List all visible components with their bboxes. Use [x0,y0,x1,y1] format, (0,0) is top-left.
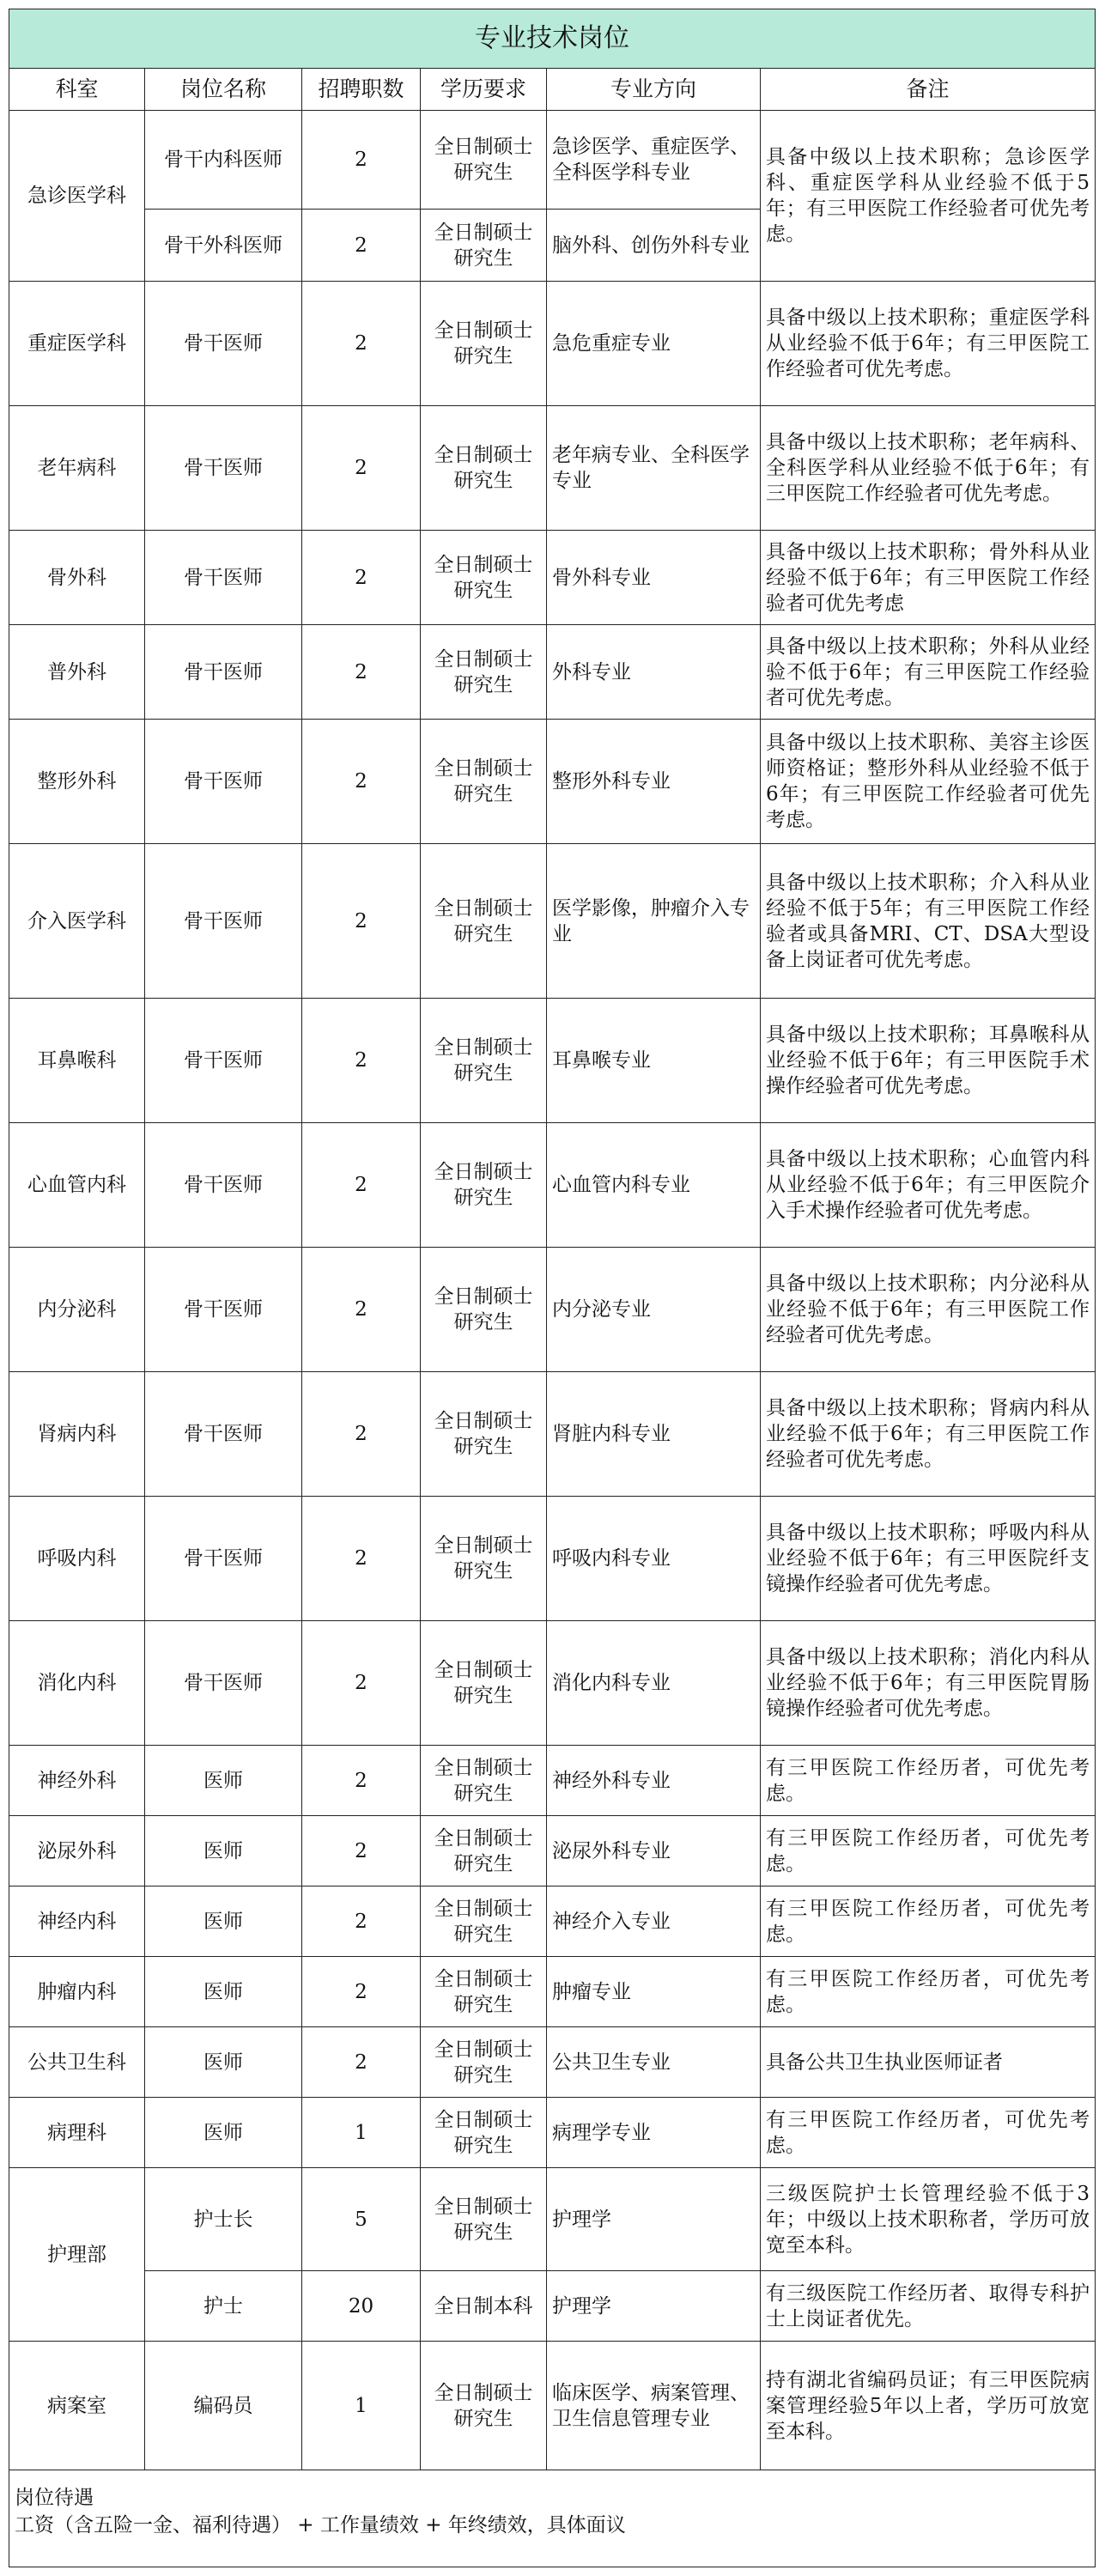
table-row [9,406,1096,531]
table-row [9,2168,1096,2271]
dept-cell: 病案室 [9,2342,145,2470]
major-cell: 呼吸内科专业 [547,1497,761,1621]
education-cell: 全日制硕士研究生 [421,1816,547,1886]
dept-cell: 耳鼻喉科 [9,999,145,1123]
count-cell: 2 [302,406,421,531]
table-row [9,282,1096,406]
count-cell: 2 [302,1816,421,1886]
dept-cell: 急诊医学科 [9,111,145,282]
major-cell: 医学影像，肿瘤介入专业 [547,844,761,999]
position-cell: 医师 [145,2098,302,2168]
table-row [9,720,1096,844]
dept-cell: 神经外科 [9,1746,145,1816]
count-cell: 2 [302,625,421,720]
note-cell: 具备中级以上技术职称；急诊医学科、重症医学科从业经验不低于5年；有三甲医院工作经验者可优先考虑。 [761,111,1096,282]
education-cell: 全日制硕士研究生 [421,999,547,1123]
recruitment-table-sheet [9,9,1095,2567]
note-cell: 具备中级以上技术职称；内分泌科从业经验不低于6年；有三甲医院工作经验者可优先考虑。 [761,1248,1096,1372]
note-cell: 具备中级以上技术职称；肾病内科从业经验不低于6年；有三甲医院工作经验者可优先考虑。 [761,1372,1096,1497]
position-cell: 编码员 [145,2342,302,2470]
count-cell: 2 [302,999,421,1123]
table-row [9,531,1096,625]
position-cell: 骨干医师 [145,282,302,406]
table-row [9,111,1096,210]
dept-cell: 介入医学科 [9,844,145,999]
position-cell: 骨干医师 [145,844,302,999]
header-note: 备注 [761,69,1096,111]
note-cell: 有三甲医院工作经历者，可优先考虑。 [761,1746,1096,1816]
count-cell: 2 [302,282,421,406]
education-cell: 全日制硕士研究生 [421,1372,547,1497]
note-cell: 具备中级以上技术职称；外科从业经验不低于6年；有三甲医院工作经验者可优先考虑。 [761,625,1096,720]
table-title: 专业技术岗位 [9,9,1096,69]
dept-cell: 骨外科 [9,531,145,625]
education-cell: 全日制硕士研究生 [421,210,547,282]
note-cell: 持有湖北省编码员证；有三甲医院病案管理经验5年以上者，学历可放宽至本科。 [761,2342,1096,2470]
note-cell: 具备中级以上技术职称；呼吸内科从业经验不低于6年；有三甲医院纤支镜操作经验者可优先考虑。 [761,1497,1096,1621]
education-cell: 全日制硕士研究生 [421,1248,547,1372]
count-cell: 2 [302,1746,421,1816]
position-cell: 骨干医师 [145,406,302,531]
note-cell: 有三级医院工作经历者、取得专科护士上岗证者优先。 [761,2271,1096,2342]
note-cell: 具备中级以上技术职称；耳鼻喉科从业经验不低于6年；有三甲医院手术操作经验者可优先考虑。 [761,999,1096,1123]
dept-cell: 肿瘤内科 [9,1957,145,2027]
count-cell: 2 [302,844,421,999]
position-cell: 骨干医师 [145,1123,302,1248]
count-cell: 5 [302,2168,421,2271]
major-cell: 病理学专业 [547,2098,761,2168]
header-position: 岗位名称 [145,69,302,111]
dept-cell: 普外科 [9,625,145,720]
table-row [9,1816,1096,1886]
count-cell: 2 [302,720,421,844]
major-cell: 外科专业 [547,625,761,720]
table-row [9,2342,1096,2470]
table-row [9,1621,1096,1746]
table-row [9,1746,1096,1816]
major-cell: 神经介入专业 [547,1886,761,1957]
education-cell: 全日制硕士研究生 [421,1123,547,1248]
major-cell: 消化内科专业 [547,1621,761,1746]
note-cell: 有三甲医院工作经历者，可优先考虑。 [761,1816,1096,1886]
education-cell: 全日制硕士研究生 [421,1621,547,1746]
table-row [9,1886,1096,1957]
position-cell: 护士 [145,2271,302,2342]
major-cell: 护理学 [547,2168,761,2271]
major-cell: 肾脏内科专业 [547,1372,761,1497]
position-cell: 护士长 [145,2168,302,2271]
count-cell: 2 [302,1621,421,1746]
note-cell: 有三甲医院工作经历者，可优先考虑。 [761,1886,1096,1957]
note-cell: 有三甲医院工作经历者，可优先考虑。 [761,2098,1096,2168]
major-cell: 脑外科、创伤外科专业 [547,210,761,282]
count-cell: 2 [302,1248,421,1372]
education-cell: 全日制硕士研究生 [421,406,547,531]
position-cell: 医师 [145,2027,302,2098]
education-cell: 全日制硕士研究生 [421,282,547,406]
header-dept: 科室 [9,69,145,111]
note-cell: 具备中级以上技术职称、美容主诊医师资格证；整形外科从业经验不低于6年；有三甲医院工作经验者可优先考虑。 [761,720,1096,844]
major-cell: 急危重症专业 [547,282,761,406]
education-cell: 全日制硕士研究生 [421,111,547,210]
education-cell: 全日制硕士研究生 [421,625,547,720]
position-cell: 医师 [145,1746,302,1816]
dept-cell: 肾病内科 [9,1372,145,1497]
dept-cell: 内分泌科 [9,1248,145,1372]
header-major: 专业方向 [547,69,761,111]
major-cell: 神经外科专业 [547,1746,761,1816]
education-cell: 全日制硕士研究生 [421,1957,547,2027]
note-cell: 具备中级以上技术职称；介入科从业经验不低于5年；有三甲医院工作经验者或具备MRI、CT、DSA大型设备上岗证者可优先考虑。 [761,844,1096,999]
dept-cell: 重症医学科 [9,282,145,406]
major-cell: 骨外科专业 [547,531,761,625]
education-cell: 全日制硕士研究生 [421,2342,547,2470]
header-row [9,69,1096,111]
major-cell: 护理学 [547,2271,761,2342]
major-cell: 心血管内科专业 [547,1123,761,1248]
count-cell: 2 [302,1886,421,1957]
footer-row [9,2470,1096,2567]
count-cell: 2 [302,210,421,282]
table-row [9,2271,1096,2342]
education-cell: 全日制硕士研究生 [421,531,547,625]
recruitment-table [9,9,1096,2567]
note-cell: 具备中级以上技术职称；骨外科从业经验不低于6年；有三甲医院工作经验者可优先考虑 [761,531,1096,625]
education-cell: 全日制硕士研究生 [421,1886,547,1957]
major-cell: 耳鼻喉专业 [547,999,761,1123]
position-cell: 医师 [145,1816,302,1886]
education-cell: 全日制硕士研究生 [421,844,547,999]
major-cell: 肿瘤专业 [547,1957,761,2027]
count-cell: 2 [302,1372,421,1497]
count-cell: 2 [302,1123,421,1248]
dept-cell: 泌尿外科 [9,1816,145,1886]
count-cell: 20 [302,2271,421,2342]
education-cell: 全日制硕士研究生 [421,1497,547,1621]
table-row [9,2098,1096,2168]
dept-cell: 病理科 [9,2098,145,2168]
major-cell: 老年病专业、全科医学专业 [547,406,761,531]
major-cell: 整形外科专业 [547,720,761,844]
position-cell: 骨干医师 [145,531,302,625]
count-cell: 2 [302,111,421,210]
dept-cell: 公共卫生科 [9,2027,145,2098]
table-row [9,1957,1096,2027]
note-cell: 有三甲医院工作经历者，可优先考虑。 [761,1957,1096,2027]
count-cell: 1 [302,2098,421,2168]
note-cell: 具备中级以上技术职称；心血管内科从业经验不低于6年；有三甲医院介入手术操作经验者可优先考虑。 [761,1123,1096,1248]
table-row [9,1123,1096,1248]
education-cell: 全日制硕士研究生 [421,2168,547,2271]
position-cell: 骨干医师 [145,1372,302,1497]
position-cell: 骨干医师 [145,999,302,1123]
position-cell: 骨干医师 [145,625,302,720]
major-cell: 内分泌专业 [547,1248,761,1372]
count-cell: 2 [302,2027,421,2098]
dept-cell: 神经内科 [9,1886,145,1957]
education-cell: 全日制硕士研究生 [421,2027,547,2098]
position-cell: 骨干医师 [145,1621,302,1746]
count-cell: 1 [302,2342,421,2470]
education-cell: 全日制硕士研究生 [421,1746,547,1816]
note-cell: 具备中级以上技术职称；消化内科从业经验不低于6年；有三甲医院胃肠镜操作经验者可优先考虑。 [761,1621,1096,1746]
dept-cell: 消化内科 [9,1621,145,1746]
note-cell: 具备中级以上技术职称；老年病科、全科医学科从业经验不低于6年；有三甲医院工作经验者可优先考虑。 [761,406,1096,531]
position-cell: 医师 [145,1886,302,1957]
table-row [9,999,1096,1123]
table-row [9,844,1096,999]
dept-cell: 心血管内科 [9,1123,145,1248]
position-cell: 医师 [145,1957,302,2027]
header-count: 招聘职数 [302,69,421,111]
benefits-heading: 岗位待遇 [15,2487,94,2509]
position-cell: 骨干医师 [145,1248,302,1372]
table-row [9,2027,1096,2098]
position-cell: 骨干内科医师 [145,111,302,210]
benefits-section [9,2470,1096,2567]
education-cell: 全日制硕士研究生 [421,720,547,844]
note-cell: 三级医院护士长管理经验不低于3年；中级以上技术职称者，学历可放宽至本科。 [761,2168,1096,2271]
major-cell: 临床医学、病案管理、卫生信息管理专业 [547,2342,761,2470]
header-education: 学历要求 [421,69,547,111]
major-cell: 泌尿外科专业 [547,1816,761,1886]
education-cell: 全日制硕士研究生 [421,2098,547,2168]
count-cell: 2 [302,1957,421,2027]
table-row [9,1497,1096,1621]
benefits-text: 工资（含五险一金、福利待遇） + 工作量绩效 + 年终绩效，具体面议 [15,2514,626,2537]
table-row [9,625,1096,720]
dept-cell: 整形外科 [9,720,145,844]
table-row [9,1372,1096,1497]
major-cell: 急诊医学、重症医学、全科医学科专业 [547,111,761,210]
position-cell: 骨干外科医师 [145,210,302,282]
count-cell: 2 [302,531,421,625]
education-cell: 全日制本科 [421,2271,547,2342]
dept-cell: 老年病科 [9,406,145,531]
major-cell: 公共卫生专业 [547,2027,761,2098]
dept-cell: 护理部 [9,2168,145,2342]
position-cell: 骨干医师 [145,720,302,844]
table-row [9,1248,1096,1372]
position-cell: 骨干医师 [145,1497,302,1621]
dept-cell: 呼吸内科 [9,1497,145,1621]
note-cell: 具备中级以上技术职称；重症医学科从业经验不低于6年；有三甲医院工作经验者可优先考虑。 [761,282,1096,406]
count-cell: 2 [302,1497,421,1621]
note-cell: 具备公共卫生执业医师证者 [761,2027,1096,2098]
